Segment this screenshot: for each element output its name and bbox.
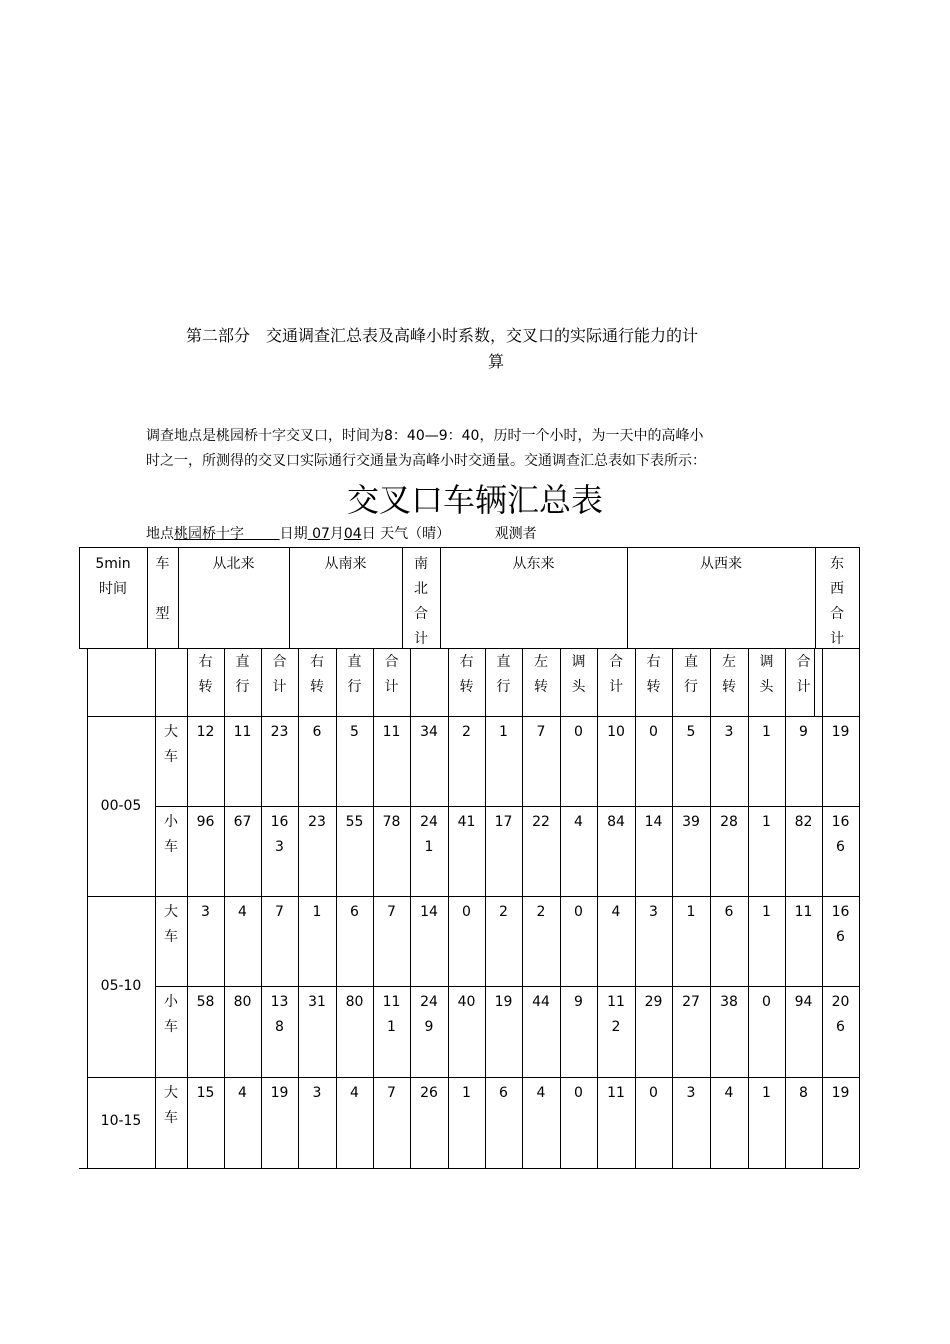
table-cell: 13 8 <box>270 994 289 1035</box>
sub-header-15: 调 头 <box>759 654 774 695</box>
group-header-north: 从北来 <box>212 556 255 572</box>
table-cell: 2 <box>536 904 546 920</box>
sub-header-7: 右 转 <box>459 654 474 695</box>
table-cell: 27 <box>682 994 700 1010</box>
group-header-west: 从西来 <box>700 556 742 572</box>
sub-header-4: 直 行 <box>347 654 362 695</box>
row-time-label: 10-15 <box>100 1113 142 1129</box>
section-heading-line2: 算 <box>487 352 504 371</box>
table-cell: 67 <box>233 814 252 830</box>
table-cell: 6 <box>312 724 322 740</box>
table-cell: 19 <box>831 724 850 740</box>
table-cell: 22 <box>532 814 550 830</box>
table-cell: 9 <box>799 724 808 740</box>
ew-total-header: 东 西 合 计 <box>830 556 844 647</box>
table-cell: 3 <box>312 1085 322 1101</box>
table-cell: 3 <box>649 904 658 920</box>
observer-label: 观测者 <box>494 526 537 542</box>
header-top-border <box>79 547 859 548</box>
table-cell: 14 <box>420 904 438 920</box>
sub-header-0: 右 转 <box>198 654 213 695</box>
table-cell: 23 <box>308 814 326 830</box>
sub-header-9: 左 转 <box>534 654 548 695</box>
location-value: 桃园桥十字 <box>174 526 244 542</box>
table-cell: 1 <box>762 814 771 830</box>
table-cell: 28 <box>720 814 738 830</box>
table-cell: 3 <box>724 724 734 740</box>
intro-line1: 调查地点是桃园桥十字交叉口，时间为8：40—9：40，历时一个小时，为一天中的高峰小 <box>146 428 704 444</box>
table-cell: 26 <box>420 1085 438 1101</box>
table-cell: 0 <box>462 904 471 920</box>
intro-line2: 时之一，所测得的交叉口实际通行交通量为高峰小时交通量。交通调查汇总表如下表所示： <box>146 453 706 469</box>
table-cell: 4 <box>611 904 621 920</box>
table-cell: 5 <box>686 724 696 740</box>
sub-header-14: 左 转 <box>722 654 736 695</box>
table-cell: 38 <box>720 994 738 1010</box>
table-cell: 0 <box>649 724 658 740</box>
table-cell: 15 <box>196 1085 215 1101</box>
table-cell: 2 <box>499 904 508 920</box>
table-cell: 55 <box>345 814 364 830</box>
table-cell: 0 <box>574 724 583 740</box>
table-cell: 10 <box>607 724 625 740</box>
row-vehicle-type: 大 车 <box>164 904 178 945</box>
row-separator <box>87 1077 859 1078</box>
table-cell: 39 <box>682 814 700 830</box>
time-header-line2: 时间 <box>99 581 127 597</box>
row-separator <box>155 806 859 807</box>
table-cell: 31 <box>308 994 326 1010</box>
table-cell: 78 <box>382 814 401 830</box>
table-cell: 3 <box>201 904 210 920</box>
table-cell: 16 6 <box>831 814 850 855</box>
group-header-south: 从南来 <box>324 556 367 572</box>
table-cell: 34 <box>420 724 438 740</box>
table-cell: 80 <box>345 994 364 1010</box>
table-cell: 19 <box>494 994 513 1010</box>
table-cell: 7 <box>275 904 284 920</box>
table-cell: 1 <box>762 904 771 920</box>
table-cell: 1 <box>762 1085 771 1101</box>
grid-right-border <box>859 648 860 1168</box>
table-cell: 0 <box>762 994 771 1010</box>
table-cell: 7 <box>387 904 396 920</box>
table-cell: 16 6 <box>831 904 850 945</box>
table-cell: 0 <box>574 904 583 920</box>
row-separator <box>87 716 859 717</box>
table-cell: 7 <box>536 724 546 740</box>
table-cell: 1 <box>499 724 508 740</box>
table-cell: 4 <box>238 1085 247 1101</box>
sub-header-12: 右 转 <box>646 654 661 695</box>
location-label: 地点 <box>146 526 174 542</box>
table-cell: 11 <box>382 724 401 740</box>
sub-header-13: 直 行 <box>684 654 698 695</box>
table-cell: 11 <box>607 1085 625 1101</box>
table-cell: 82 <box>794 814 813 830</box>
table-cell: 3 <box>686 1085 696 1101</box>
table-cell: 4 <box>350 1085 359 1101</box>
row-time-label: 00-05 <box>100 798 142 814</box>
table-cell: 11 2 <box>607 994 625 1035</box>
sub-header-8: 直 行 <box>496 654 511 695</box>
table-cell: 44 <box>532 994 550 1010</box>
month-label: 月 <box>329 526 344 542</box>
header-divider <box>859 547 860 648</box>
table-cell: 2 <box>462 724 471 740</box>
time-header-line1: 5min <box>95 556 131 572</box>
table-cell: 17 <box>494 814 513 830</box>
date-day: 04 <box>343 526 362 542</box>
section-heading-line1: 第二部分 交通调查汇总表及高峰小时系数，交叉口的实际通行能力的计 <box>186 326 699 345</box>
date-month: 07 <box>312 526 330 542</box>
table-cell: 29 <box>644 994 663 1010</box>
table-cell: 0 <box>574 1085 583 1101</box>
vehicle-type-header-top: 车 <box>155 556 170 572</box>
table-cell: 16 3 <box>270 814 289 855</box>
table-cell: 1 <box>462 1085 471 1101</box>
table-cell: 23 <box>270 724 289 740</box>
table-cell: 6 <box>499 1085 508 1101</box>
row-vehicle-type: 小 车 <box>164 994 178 1035</box>
header-bottom-border <box>79 648 859 649</box>
table-cell: 6 <box>350 904 359 920</box>
table-cell: 7 <box>387 1085 396 1101</box>
table-cell: 24 1 <box>420 814 438 855</box>
sub-header-1: 直 行 <box>235 654 250 695</box>
table-cell: 96 <box>196 814 215 830</box>
table-cell: 11 <box>233 724 252 740</box>
row-separator <box>87 896 859 897</box>
ns-total-header: 南 北 合 计 <box>414 556 428 647</box>
date-label: 日期 <box>279 526 308 542</box>
table-cell: 12 <box>196 724 215 740</box>
sub-header-3: 右 转 <box>310 654 324 695</box>
table-cell: 11 <box>794 904 813 920</box>
grid-column-line <box>87 648 88 1168</box>
table-cell: 19 <box>270 1085 289 1101</box>
table-cell: 6 <box>724 904 734 920</box>
table-cell: 1 <box>686 904 696 920</box>
weather: 天气（晴） <box>380 526 451 542</box>
table-title: 交叉口车辆汇总表 <box>346 481 603 519</box>
table-cell: 40 <box>457 994 476 1010</box>
sub-header-2: 合 计 <box>272 654 287 695</box>
day-label: 日 <box>361 526 376 542</box>
row-time-label: 05-10 <box>100 978 142 994</box>
sub-header-5: 合 计 <box>384 654 399 695</box>
table-cell: 4 <box>238 904 247 920</box>
table-cell: 20 6 <box>831 994 850 1035</box>
table-cell: 24 9 <box>420 994 438 1035</box>
table-cell: 58 <box>196 994 215 1010</box>
row-separator <box>155 986 859 987</box>
table-cell: 84 <box>607 814 625 830</box>
row-vehicle-type: 大 车 <box>164 1085 178 1126</box>
table-cell: 94 <box>794 994 813 1010</box>
group-header-east: 从东来 <box>512 556 555 572</box>
table-cell: 4 <box>574 814 583 830</box>
row-vehicle-type: 小 车 <box>164 814 178 855</box>
table-cell: 11 1 <box>382 994 401 1035</box>
table-cell: 9 <box>574 994 583 1010</box>
row-vehicle-type: 大 车 <box>164 724 178 765</box>
table-cell: 5 <box>350 724 359 740</box>
sub-header-11: 合 计 <box>609 654 623 695</box>
table-cell: 0 <box>649 1085 658 1101</box>
table-cell: 4 <box>724 1085 734 1101</box>
table-bottom-border <box>79 1168 859 1169</box>
table-cell: 8 <box>799 1085 808 1101</box>
table-cell: 41 <box>457 814 476 830</box>
sub-header-10: 调 头 <box>571 654 586 695</box>
table-cell: 1 <box>762 724 771 740</box>
table-cell: 4 <box>536 1085 546 1101</box>
table-cell: 80 <box>233 994 252 1010</box>
vehicle-type-header-bottom: 型 <box>155 606 170 622</box>
sub-header-16: 合 计 <box>796 654 811 695</box>
table-cell: 1 <box>312 904 322 920</box>
table-cell: 14 <box>644 814 663 830</box>
table-cell: 19 <box>831 1085 850 1101</box>
